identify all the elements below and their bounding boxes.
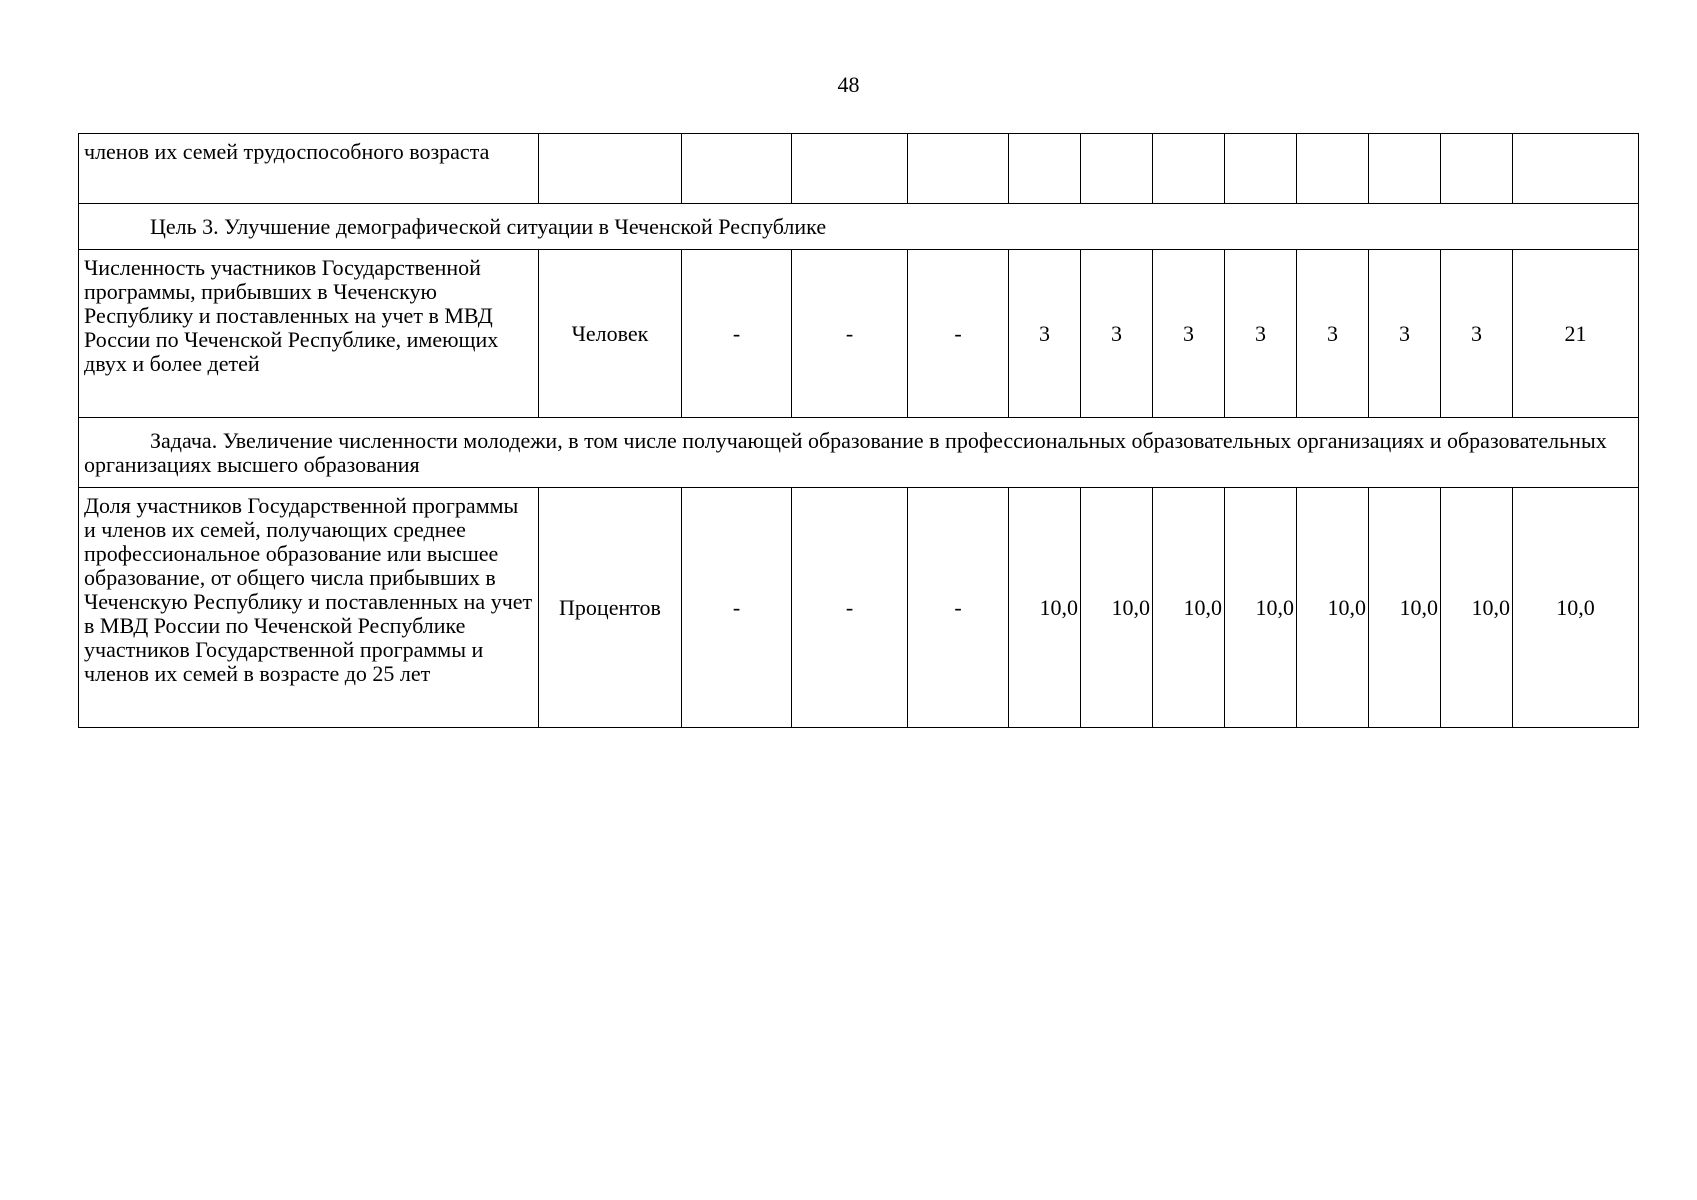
total-cell: 21	[1513, 250, 1639, 418]
value-cell: 3	[1297, 250, 1369, 418]
value-cell: 10,0	[1297, 488, 1369, 728]
value-cell: 3	[1081, 250, 1153, 418]
table-row-continuation	[79, 134, 1639, 204]
table-row-goal	[79, 204, 1639, 250]
task-heading-cell	[79, 418, 1639, 488]
value-cell: 10,0	[1153, 488, 1225, 728]
unit-cell: Процентов	[539, 488, 682, 728]
value-cell: 3	[1369, 250, 1441, 418]
goal-heading: Цель 3. Улучшение демографической ситуации в Чеченской Республике	[150, 213, 827, 239]
table-row-indicator	[79, 250, 1639, 418]
table-row-indicator	[79, 488, 1639, 728]
value-cell	[1369, 134, 1441, 204]
indicator-name-cell: Численность участников Государственной программы, прибывших в Чеченскую Республику и поставленных на учет в МВД России по Чеченской Республике, имеющих двух и более детей	[79, 250, 539, 418]
value-cell	[1081, 134, 1153, 204]
task-heading: Задача. Увеличение численности молодежи, в том числе получающей образование в профессиональных образовательных организациях и образовательных организациях высшего образования	[84, 427, 1607, 477]
total-cell	[1513, 134, 1639, 204]
value-cell	[1009, 134, 1081, 204]
unit-cell	[539, 134, 682, 204]
value-cell: -	[792, 250, 908, 418]
value-cell: 3	[1225, 250, 1297, 418]
indicator-name-cell: членов их семей трудоспособного возраста	[79, 134, 539, 204]
value-cell	[1297, 134, 1369, 204]
value-cell	[908, 134, 1009, 204]
value-cell	[792, 134, 908, 204]
goal-heading-cell	[79, 204, 1639, 250]
value-cell: -	[908, 250, 1009, 418]
value-cell	[1441, 134, 1513, 204]
value-cell: 10,0	[1225, 488, 1297, 728]
value-cell	[1153, 134, 1225, 204]
value-cell: 10,0	[1081, 488, 1153, 728]
total-cell: 10,0	[1513, 488, 1639, 728]
value-cell: 10,0	[1441, 488, 1513, 728]
value-cell	[1225, 134, 1297, 204]
value-cell: -	[908, 488, 1009, 728]
value-cell: 3	[1009, 250, 1081, 418]
value-cell: 3	[1153, 250, 1225, 418]
indicator-name-cell: Доля участников Государственной программы и членов их семей, получающих среднее профессиональное образование или высшее образование, от общего числа прибывших в Чеченскую Республику и поставленных на учет в МВД России по Чеченской Республике участников Государственной программы и членов их семей в возрасте до 25 лет	[79, 488, 539, 728]
value-cell	[682, 134, 792, 204]
indicators-table	[78, 133, 1639, 728]
value-cell: 10,0	[1009, 488, 1081, 728]
page-number: 48	[837, 72, 860, 97]
value-cell: 3	[1441, 250, 1513, 418]
value-cell: -	[682, 250, 792, 418]
value-cell: -	[682, 488, 792, 728]
value-cell: 10,0	[1369, 488, 1441, 728]
table-row-task	[79, 418, 1639, 488]
value-cell: -	[792, 488, 908, 728]
unit-cell: Человек	[539, 250, 682, 418]
